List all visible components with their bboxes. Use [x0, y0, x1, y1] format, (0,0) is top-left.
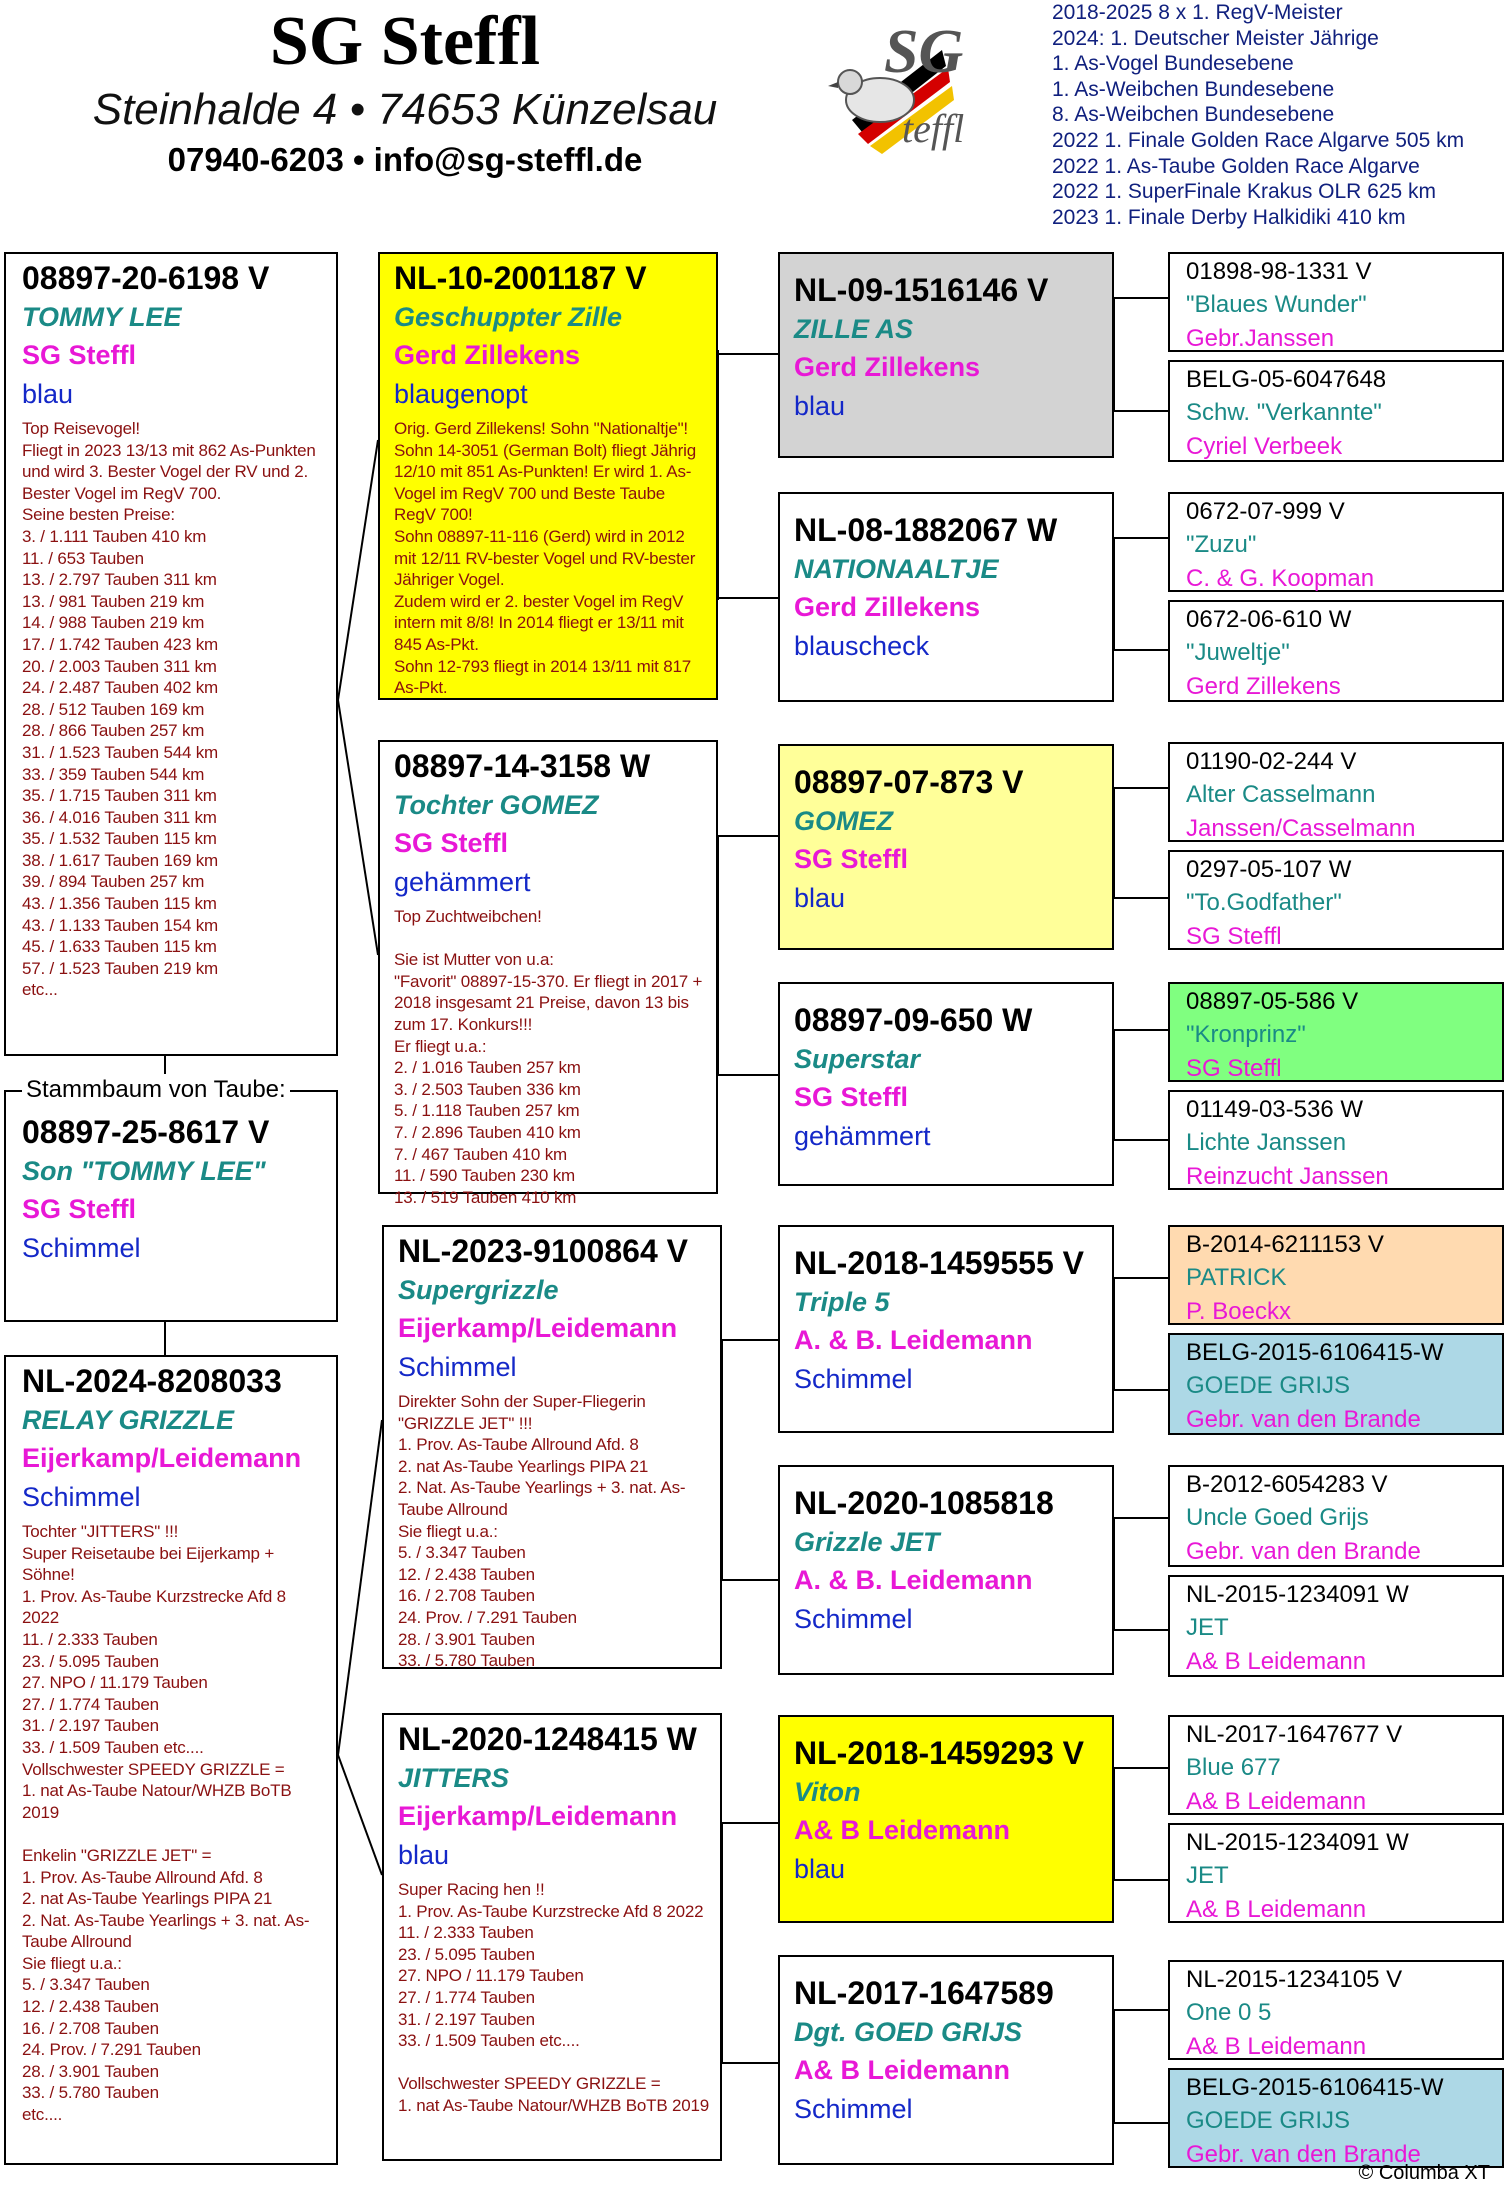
pigeon-name: Triple 5	[794, 1287, 890, 1317]
father-card[interactable]	[4, 252, 338, 1056]
breeder-name: A. & B. Leidemann	[794, 1325, 1033, 1355]
plumage-color: Schimmel	[22, 1482, 141, 1512]
ring-number: NL-2015-1234091 W	[1186, 1829, 1409, 1856]
plumage-color: blaugenopt	[394, 379, 528, 409]
svg-text:SG: SG	[884, 18, 964, 86]
ancestor-card[interactable]	[1168, 600, 1504, 702]
achievement-item: 1. As-Vogel Bundesebene	[1052, 52, 1294, 76]
ancestor-card[interactable]	[1168, 742, 1504, 842]
pigeon-name: Geschuppter Zille	[394, 302, 623, 332]
plumage-color: Schimmel	[794, 1364, 913, 1394]
plumage-color: Schimmel	[794, 2094, 913, 2124]
achievement-item: 2022 1. SuperFinale Krakus OLR 625 km	[1052, 180, 1437, 204]
breeder-name: Gerd Zillekens	[794, 592, 981, 622]
ancestor-card[interactable]	[1168, 2068, 1504, 2168]
ring-number: 01898-98-1331 V	[1186, 258, 1372, 285]
grandparent-card[interactable]	[382, 1225, 722, 1669]
breeder-name: A& B Leidemann	[1186, 1648, 1367, 1675]
pigeon-name: PATRICK	[1186, 1264, 1287, 1291]
copyright-notice: © Columba XT	[1358, 2162, 1490, 2184]
breeder-name: Eijerkamp/Leidemann	[398, 1801, 678, 1831]
plumage-color: Schimmel	[398, 1352, 517, 1382]
pigeon-name: Superstar	[794, 1044, 921, 1074]
pigeon-name: "Juweltje"	[1186, 639, 1290, 666]
logo	[822, 10, 982, 160]
achievement-item: 2024: 1. Deutscher Meister Jährige	[1052, 26, 1379, 50]
ancestor-card[interactable]	[1168, 982, 1504, 1082]
breeder-address: Steinhalde 4 • 74653 Künzelsau	[92, 85, 718, 134]
breeder-name: Cyriel Verbeek	[1186, 433, 1343, 460]
ring-number: B-2012-6054283 V	[1186, 1471, 1388, 1498]
plumage-color: blauscheck	[794, 631, 930, 661]
breeder-name: Gebr.Janssen	[1186, 325, 1335, 352]
breeder-name: A& B Leidemann	[1186, 2033, 1367, 2060]
pigeon-name: Supergrizzle	[398, 1275, 559, 1305]
ancestor-card[interactable]	[1168, 850, 1504, 950]
breeder-name: A. & B. Leidemann	[794, 1565, 1033, 1595]
plumage-color: blau	[794, 883, 846, 913]
pigeon-name: ZILLE AS	[794, 314, 913, 344]
breeder-name: A& B Leidemann	[794, 2055, 1011, 2085]
pigeon-name: GOEDE GRIJS	[1186, 2107, 1351, 2134]
breeder-name: Gebr. van den Brande	[1186, 2141, 1421, 2168]
ring-number: NL-09-1516146 V	[794, 272, 1049, 308]
great-grandparent-card[interactable]	[778, 744, 1114, 950]
pigeon-name: JET	[1186, 1614, 1229, 1641]
plumage-color: gehämmert	[794, 1121, 931, 1151]
pigeon-name: "To.Godfather"	[1186, 889, 1342, 916]
pigeon-name: Son "TOMMY LEE"	[22, 1156, 266, 1186]
ring-number: NL-2020-1248415 W	[398, 1721, 697, 1757]
ring-number: NL-10-2001187 V	[394, 260, 647, 296]
breeder-name: SG Steffl	[22, 340, 137, 370]
ancestor-card[interactable]	[1168, 1960, 1504, 2060]
ancestor-card[interactable]	[1168, 492, 1504, 592]
grandparent-card[interactable]	[378, 252, 718, 700]
breeder-name: Reinzucht Janssen	[1186, 1163, 1389, 1190]
breeder-name: Eijerkamp/Leidemann	[398, 1313, 678, 1343]
pigeon-name: JET	[1186, 1862, 1229, 1889]
ancestor-card[interactable]	[1168, 1715, 1504, 1815]
breeder-name: SG Steffl	[794, 844, 909, 874]
great-grandparent-card[interactable]	[778, 1955, 1114, 2165]
ring-number: NL-2023-9100864 V	[398, 1233, 688, 1269]
ring-number: 0672-06-610 W	[1186, 606, 1352, 633]
pigeon-name: Lichte Janssen	[1186, 1129, 1347, 1156]
ancestor-card[interactable]	[1168, 1823, 1504, 1923]
grandparent-card[interactable]	[378, 740, 718, 1207]
great-grandparent-card[interactable]	[778, 252, 1114, 458]
ring-number: 0672-07-999 V	[1186, 498, 1345, 525]
ancestor-card[interactable]	[1168, 1090, 1504, 1190]
pigeon-name: RELAY GRIZZLE	[22, 1405, 235, 1435]
pigeon-name: Alter Casselmann	[1186, 781, 1376, 808]
ring-number: NL-2020-1085818	[794, 1485, 1054, 1521]
ring-number: 08897-09-650 W	[794, 1002, 1033, 1038]
plumage-color: Schimmel	[22, 1233, 141, 1263]
breeder-name: Janssen/Casselmann	[1186, 815, 1416, 842]
pigeon-name: Blue 677	[1186, 1754, 1281, 1781]
pigeon-name: GOEDE GRIJS	[1186, 1372, 1351, 1399]
breeder-name: SG Steffl	[794, 1082, 909, 1112]
subject-card[interactable]	[4, 1090, 338, 1322]
ring-number: NL-2018-1459293 V	[794, 1735, 1084, 1771]
mother-card[interactable]	[4, 1355, 338, 2165]
pigeon-description: Top Zuchtweibchen! Sie ist Mutter von u.a: "Favorit" 08897-15-370. Er fliegt in 2017 + 2018 insgesamt 21 Preise, davon 13 bis zum 17. Konkurs!!! Er fliegt u.a.: 2. / 1.016 Tauben 257 km 3. / 2.503 Tauben 336 km 5. / 1.118 Tauben 257 km 7. / 2.896 Tauben 410 km 7. / 467 Tauben 410 km 11. / 590 Tauben 230 km 13. / 519 Tauben 410 km	[394, 907, 703, 1207]
achievement-item: 2022 1. Finale Golden Race Algarve 505 km	[1052, 128, 1465, 152]
stammbaum-label: Stammbaum von Taube:	[22, 1074, 290, 1106]
ring-number: NL-08-1882067 W	[794, 512, 1058, 548]
pigeon-name: Viton	[794, 1777, 861, 1807]
breeder-name: Gerd Zillekens	[1186, 673, 1341, 700]
great-grandparent-card[interactable]	[778, 1225, 1114, 1433]
pigeon-description: Orig. Gerd Zillekens! Sohn "Nationaltje"! Sohn 14-3051 (German Bolt) fliegt Jährig 12/10 mit 851 As-Punkten! Er wird 1. As-Vogel im RegV 700 und Beste Taube RegV 700! Sohn 08897-11-116 (Gerd) wird in 2012 mit 12/11 RV-bester Vogel und RV-bester Jähriger Vogel. Zudem wird er 2. bester Vogel im RegV intern mit 8/8! In 2014 fliegt er 13/11 mit 845 As-Pkt. Sohn 12-793 fliegt in 2014 13/11 mit 817 As-Pkt.	[394, 419, 696, 698]
breeder-name: SG Steffl	[394, 828, 509, 858]
breeder-name: A& B Leidemann	[1186, 1896, 1367, 1923]
ring-number: NL-2015-1234105 V	[1186, 1966, 1403, 1993]
pigeon-logo-icon	[822, 10, 982, 160]
pigeon-name: "Zuzu"	[1186, 531, 1257, 558]
ring-number: 08897-05-586 V	[1186, 988, 1359, 1015]
plumage-color: Schimmel	[794, 1604, 913, 1634]
great-grandparent-card[interactable]	[778, 982, 1114, 1186]
breeder-name: SG Steffl	[1186, 923, 1282, 950]
pigeon-name: Dgt. GOED GRIJS	[794, 2017, 1023, 2047]
breeder-name: SG Steffl	[1186, 1055, 1282, 1082]
plumage-color: gehämmert	[394, 867, 531, 897]
pigeon-name: One 0 5	[1186, 1999, 1272, 2026]
pigeon-name: JITTERS	[398, 1763, 510, 1793]
ancestor-card[interactable]	[1168, 360, 1504, 462]
ring-number: NL-2015-1234091 W	[1186, 1581, 1409, 1608]
breeder-name: Gebr. van den Brande	[1186, 1406, 1421, 1433]
plumage-color: blau	[794, 1854, 846, 1884]
ancestor-card[interactable]	[1168, 1465, 1504, 1567]
achievements-list	[1052, 0, 1464, 230]
breeder-name: Gerd Zillekens	[394, 340, 581, 370]
ring-number: NL-2017-1647677 V	[1186, 1721, 1403, 1748]
plumage-color: blau	[794, 391, 846, 421]
ring-number: 0297-05-107 W	[1186, 856, 1352, 883]
pigeon-name: TOMMY LEE	[22, 302, 182, 332]
ring-number: 08897-07-873 V	[794, 764, 1024, 800]
ring-number: 01190-02-244 V	[1186, 748, 1357, 775]
breeder-name: A& B Leidemann	[1186, 1788, 1367, 1815]
ring-number: BELG-2015-6106415-W	[1186, 1339, 1444, 1366]
pigeon-name: Grizzle JET	[794, 1527, 940, 1557]
ring-number: 08897-20-6198 V	[22, 260, 270, 296]
great-grandparent-card[interactable]	[778, 1465, 1114, 1675]
pigeon-name: Tochter GOMEZ	[394, 790, 599, 820]
ring-number: NL-2017-1647589	[794, 1975, 1054, 2011]
breeder-name: SG Steffl	[22, 1194, 137, 1224]
ring-number: BELG-2015-6106415-W	[1186, 2074, 1444, 2101]
pigeon-description: Tochter "JITTERS" !!! Super Reisetaube bei Eijerkamp + Söhne! 1. Prov. As-Taube Kurzstrecke Afd 8 2022 11. / 2.333 Tauben 23. / 5.095 Tauben 27. NPO / 11.179 Tauben 27. / 1.774 Tauben 31. / 2.197 Tauben 33. / 1.509 Tauben etc.... Vollschwester SPEEDY GRIZZLE = 1. nat As-Taube Natour/WHZB BoTB 2019 Enkelin "GRIZZLE JET" = 1. Prov. As-Taube Allround Afd. 8 2. nat As-Taube Yearlings PIPA 21 2. Nat. As-Taube Yearlings + 3. nat. As-Taube Allround Sie fliegt u.a.: 5. / 3.347 Tauben 12. / 2.438 Tauben 16. / 2.708 Tauben 24. Prov. / 7.291 Tauben 28. / 3.901 Tauben 33. / 5.780 Tauben etc....	[22, 1522, 310, 2125]
pigeon-name: Uncle Goed Grijs	[1186, 1504, 1369, 1531]
breeder-name: Gebr. van den Brande	[1186, 1538, 1421, 1565]
breeder-name: C. & G. Koopman	[1186, 565, 1375, 592]
breeder-name: Eijerkamp/Leidemann	[22, 1443, 302, 1473]
svg-text:teffl: teffl	[902, 106, 965, 151]
ancestor-card[interactable]	[1168, 1333, 1504, 1435]
ancestor-card[interactable]	[1168, 252, 1504, 352]
ring-number: 01149-03-536 W	[1186, 1096, 1363, 1123]
ring-number: 08897-14-3158 W	[394, 748, 651, 784]
great-grandparent-card[interactable]	[778, 492, 1114, 702]
ring-number: B-2014-6211153 V	[1186, 1231, 1384, 1258]
pigeon-name: "Kronprinz"	[1186, 1021, 1306, 1048]
ring-number: 08897-25-8617 V	[22, 1114, 270, 1150]
pigeon-name: NATIONAALTJE	[794, 554, 999, 584]
achievement-item: 1. As-Weibchen Bundesebene	[1052, 77, 1335, 101]
pigeon-name: Schw. "Verkannte"	[1186, 399, 1382, 426]
achievement-item: 2018-2025 8 x 1. RegV-Meister	[1052, 1, 1343, 24]
ring-number: NL-2018-1459555 V	[794, 1245, 1084, 1281]
pigeon-description: Super Racing hen !! 1. Prov. As-Taube Kurzstrecke Afd 8 2022 11. / 2.333 Tauben 23. / 5.095 Tauben 27. NPO / 11.179 Tauben 27. / 1.774 Tauben 31. / 2.197 Tauben 33. / 1.509 Tauben etc.... Vollschwester SPEEDY GRIZZLE = 1. nat As-Taube Natour/WHZB BoTB 2019	[398, 1880, 710, 2115]
pigeon-description: Top Reisevogel! Fliegt in 2023 13/13 mit 862 As-Punkten und wird 3. Bester Vogel der RV und 2. Bester Vogel im RegV 700. Seine besten Preise: 3. / 1.111 Tauben 410 km 11. / 653 Tauben 13. / 2.797 Tauben 311 km 13. / 981 Tauben 219 km 14. / 988 Tauben 219 km 17. / 1.742 Tauben 423 km 20. / 2.003 Tauben 311 km 24. / 2.487 Tauben 402 km 28. / 512 Tauben 169 km 28. / 866 Tauben 257 km 31. / 1.523 Tauben 544 km 33. / 359 Tauben 544 km 35. / 1.715 Tauben 311 km 36. / 4.016 Tauben 311 km 35. / 1.532 Tauben 115 km 38. / 1.617 Tauben 169 km 39. / 894 Tauben 257 km 43. / 1.356 Tauben 115 km 43. / 1.133 Tauben 154 km 45. / 1.633 Tauben 115 km 57. / 1.523 Tauben 219 km etc...	[22, 419, 316, 1000]
achievement-item: 2022 1. As-Taube Golden Race Algarve	[1052, 154, 1420, 178]
plumage-color: blau	[22, 379, 74, 409]
ancestor-card[interactable]	[1168, 1575, 1504, 1677]
pigeon-description: Direkter Sohn der Super-Fliegerin "GRIZZLE JET" !!! 1. Prov. As-Taube Allround Afd. 8 2. nat As-Taube Yearlings PIPA 21 2. Nat. As-Taube Yearlings + 3. nat. As-Taube Allround Sie fliegt u.a.: 5. / 3.347 Tauben 12. / 2.438 Tauben 16. / 2.708 Tauben 24. Prov. / 7.291 Tauben 28. / 3.901 Tauben 33. / 5.780 Tauben	[398, 1392, 686, 1671]
grandparent-card[interactable]	[382, 1713, 722, 2161]
breeder-name: P. Boeckx	[1186, 1298, 1291, 1325]
ancestor-card[interactable]	[1168, 1225, 1504, 1325]
page-title: SG Steffl	[269, 3, 541, 80]
pigeon-name: GOMEZ	[794, 806, 893, 836]
plumage-color: blau	[398, 1840, 450, 1870]
breeder-contact: 07940-6203 • info@sg-steffl.de	[167, 141, 643, 178]
achievement-item: 2023 1. Finale Derby Halkidiki 410 km	[1052, 205, 1406, 229]
ring-number: NL-2024-8208033	[22, 1363, 282, 1399]
great-grandparent-card[interactable]	[778, 1715, 1114, 1923]
breeder-name: A& B Leidemann	[794, 1815, 1011, 1845]
achievement-item: 8. As-Weibchen Bundesebene	[1052, 103, 1335, 127]
ring-number: BELG-05-6047648	[1186, 366, 1387, 393]
pigeon-name: "Blaues Wunder"	[1186, 291, 1367, 318]
breeder-name: Gerd Zillekens	[794, 352, 981, 382]
